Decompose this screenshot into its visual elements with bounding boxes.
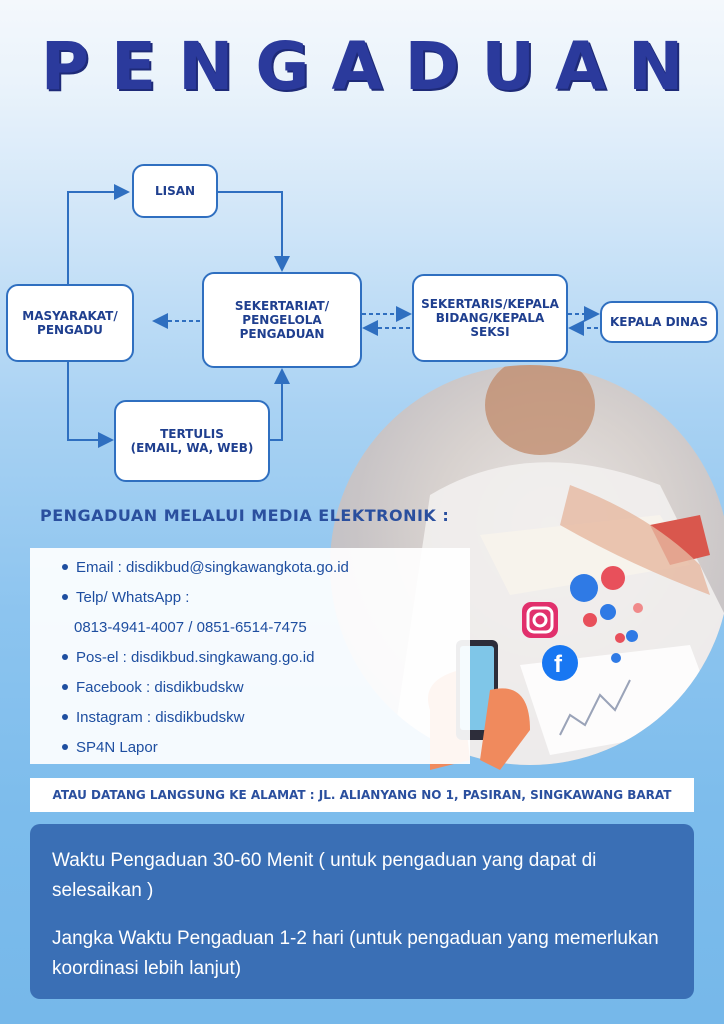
contact-facebook[interactable]	[38, 678, 349, 708]
contact-email-label: Email : disdikbud@singkawangkota.go.id	[76, 559, 349, 576]
address-bar: ATAU DATANG LANGSUNG KE ALAMAT : JL. ALIANYANG NO 1, PASIRAN, SINGKAWANG BARAT	[30, 778, 694, 812]
contact-posel[interactable]	[38, 648, 349, 678]
contact-instagram[interactable]	[38, 708, 349, 738]
contact-sp4n-label: SP4N Lapor	[76, 739, 158, 756]
info-jangka: Jangka Waktu Pengaduan 1-2 hari (untuk pengaduan yang memerlukan koordinasi lebih lanjut)	[52, 928, 659, 979]
bullet-icon	[62, 654, 68, 660]
contact-instagram-label: Instagram : disdikbudskw	[76, 709, 245, 726]
contact-telp-numbers-label: 0813-4941-4007 / 0851-6514-7475	[74, 619, 307, 636]
instagram-icon	[522, 602, 558, 638]
page-title: PENGADUAN	[40, 28, 706, 105]
info-panel	[30, 824, 694, 999]
facebook-icon	[542, 645, 578, 681]
media-heading: PENGADUAN MELALUI MEDIA ELEKTRONIK :	[40, 506, 450, 525]
contact-telp-numbers[interactable]	[38, 618, 349, 648]
flow-box-masyarakat: MASYARAKAT/ PENGADU	[6, 284, 134, 362]
contact-telp-label: Telp/ WhatsApp :	[76, 589, 190, 606]
bullet-icon	[62, 714, 68, 720]
flow-box-sekretariat: SEKERTARIAT/ PENGELOLA PENGADUAN	[202, 272, 362, 368]
bullet-icon	[62, 564, 68, 570]
contact-telp	[38, 588, 349, 618]
contact-email[interactable]	[38, 558, 349, 588]
contact-posel-label: Pos-el : disdikbud.singkawang.go.id	[76, 649, 315, 666]
bullet-icon	[62, 744, 68, 750]
info-waktu: Waktu Pengaduan 30-60 Menit ( untuk pengaduan yang dapat di selesaikan )	[52, 850, 597, 901]
flow-box-tertulis: TERTULIS (EMAIL, WA, WEB)	[114, 400, 270, 482]
flow-box-kepala-dinas: KEPALA DINAS	[600, 301, 718, 343]
svg-text:f: f	[554, 651, 562, 678]
contact-sp4n[interactable]	[38, 738, 349, 768]
like-icon	[570, 574, 638, 663]
bullet-icon	[62, 684, 68, 690]
contact-facebook-label: Facebook : disdikbudskw	[76, 679, 244, 696]
contact-list	[38, 558, 349, 768]
flow-box-sekretaris: SEKERTARIS/KEPALA BIDANG/KEPALA SEKSI	[412, 274, 568, 362]
flow-box-lisan: LISAN	[132, 164, 218, 218]
bullet-icon	[62, 594, 68, 600]
